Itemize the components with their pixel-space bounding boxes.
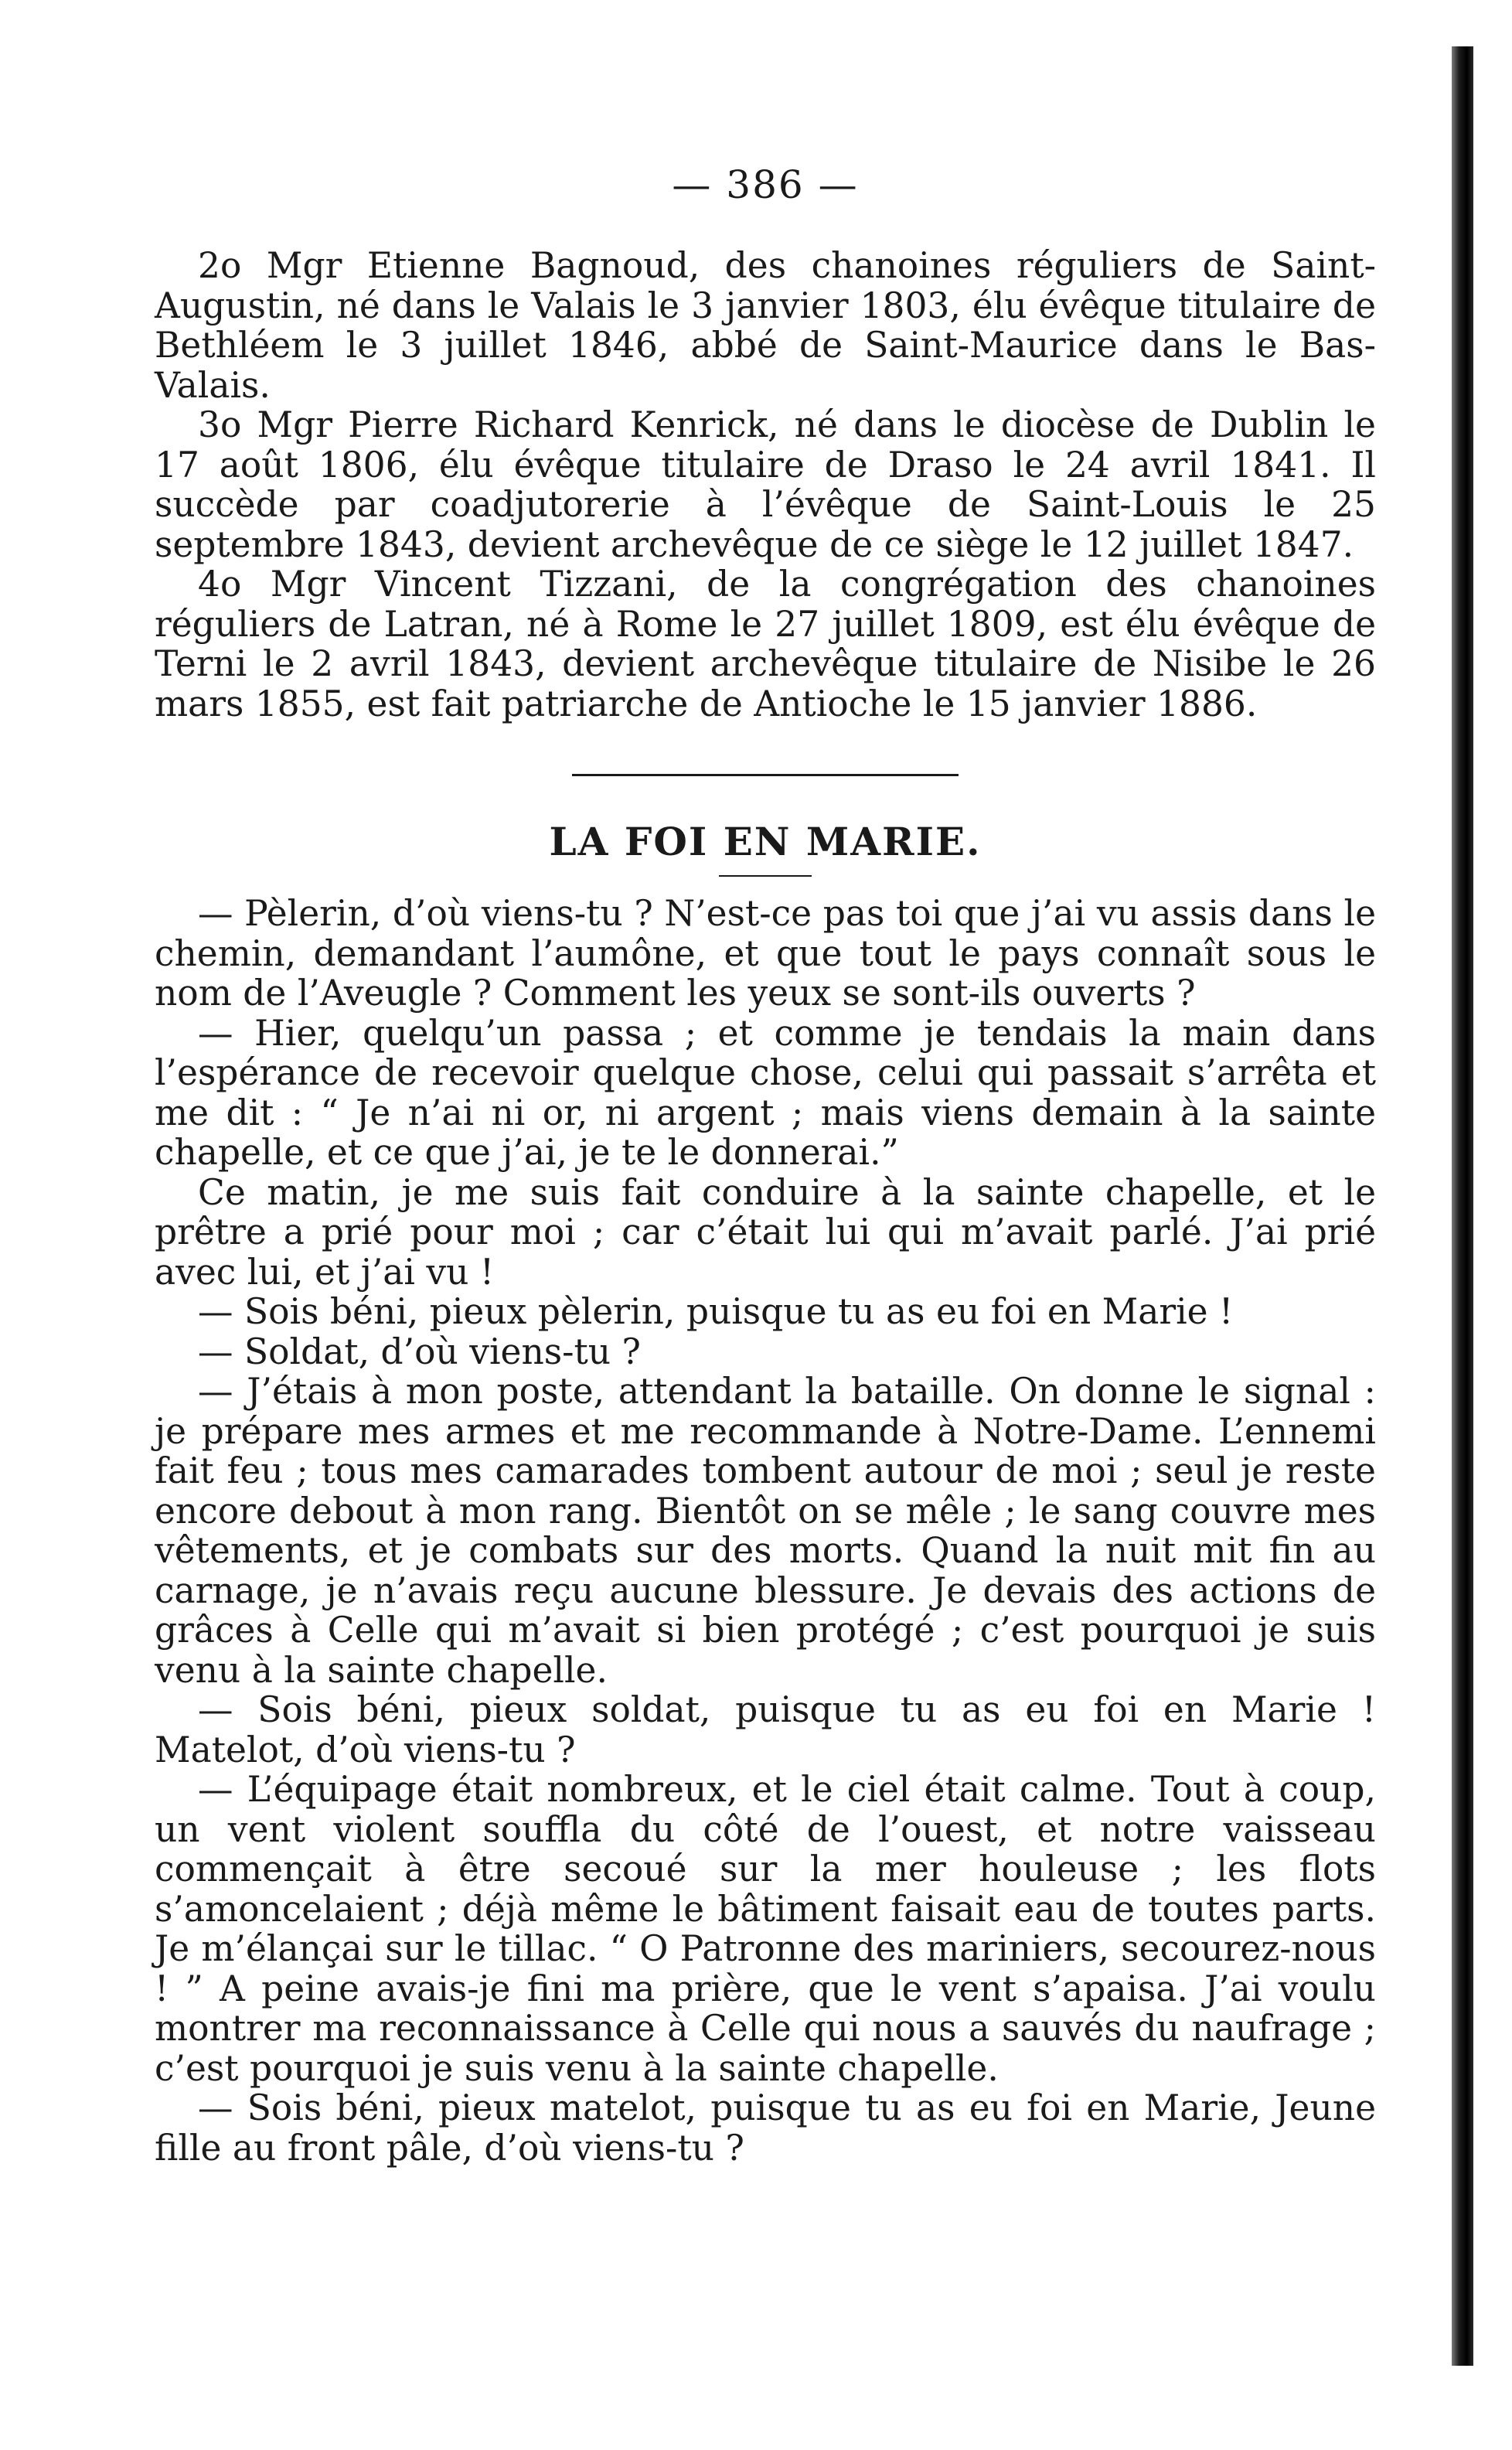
article-paragraph: — Sois béni, pieux pèlerin, puisque tu as eu foi en Marie ! bbox=[198, 1291, 1234, 1332]
book-page bbox=[155, 162, 1376, 2168]
article-title: LA FOI EN MARIE. bbox=[549, 819, 982, 864]
article-paragraph: — L’équipage était nombreux, et le ciel était calme. Tout à coup, un vent violent souffla du côté de l’ouest, et notre vaisseau commençait à être secoué sur la mer houleuse ; les flots s’amoncelaient ; déjà même le bâtiment faisait eau de toutes parts. Je m’élançai sur le tillac. “ O Patronne des mariniers, secourez-nous ! ” A peine avais-je fini ma prière, que le vent s’apaisa. J’ai voulu montrer ma reconnaissance à Celle qui nous a sauvés du naufrage ; c’est pourquoi je suis venu à la sainte chapelle. bbox=[155, 1769, 1376, 2089]
bishop-entry: 3o Mgr Pierre Richard Kenrick, né dans le diocèse de Dublin le 17 août 1806, élu évêque titulaire de Draso le 24 avril 1841. Il succède par coadjutorerie à l’évêque de Saint-Louis le 25 septembre 1843, devient archevêque de ce siège le 12 juillet 1847. bbox=[155, 404, 1376, 565]
article-paragraph: — Soldat, d’où viens-tu ? bbox=[198, 1331, 641, 1372]
article-paragraph: — Hier, quelqu’un passa ; et comme je tendais la main dans l’espérance de recevoir quelque chose, celui qui passait s’arrêta et me dit : “ Je n’ai ni or, ni argent ; mais viens demain à la sainte chapelle, et ce que j’ai, je te le donnerai.” bbox=[155, 1012, 1376, 1173]
bishop-entry: 2o Mgr Etienne Bagnoud, des chanoines réguliers de Saint-Augustin, né dans le Valais le 3 janvier 1803, élu évêque titulaire de Bethléem le 3 juillet 1846, abbé de Saint-Maurice dans le Bas-Valais. bbox=[155, 245, 1376, 406]
article-paragraph: — J’étais à mon poste, attendant la bataille. On donne le signal : je prépare mes armes et me recommande à Notre-Dame. L’ennemi fait feu ; tous mes camarades tombent autour de moi ; seul je reste encore debout à mon rang. Bientôt on se mêle ; le sang couvre mes vêtements, et je combats sur des morts. Quand la nuit mit fin au carnage, je n’avais reçu aucune blessure. Je devais des actions de grâces à Celle qui m’avait si bien protégé ; c’est pourquoi je suis venu à la sainte chapelle. bbox=[155, 1371, 1376, 1691]
article-paragraph: — Pèlerin, d’où viens-tu ? N’est-ce pas toi que j’ai vu assis dans le chemin, demandant l’aumône, et que tout le pays connaît sous le nom de l’Aveugle ? Comment les yeux se sont-ils ouverts ? bbox=[155, 893, 1376, 1014]
section-divider bbox=[572, 774, 959, 776]
article-paragraph: — Sois béni, pieux soldat, puisque tu as eu foi en Marie ! Matelot, d’où viens-tu ? bbox=[155, 1689, 1376, 1770]
article-paragraph: Ce matin, je me suis fait conduire à la sainte chapelle, et le prêtre a prié pour moi ; car c’était lui qui m’avait parlé. J’ai prié avec lui, et j’ai vu ! bbox=[155, 1171, 1376, 1293]
page-edge-shadow bbox=[1452, 46, 1473, 2366]
bishop-entry: 4o Mgr Vincent Tizzani, de la congrégation des chanoines réguliers de Latran, né à Rome le 27 juillet 1809, est élu évêque de Terni le 2 avril 1843, devient archevêque titulaire de Nisibe le 26 mars 1855, est fait patriarche de Antioche le 15 janvier 1886. bbox=[155, 564, 1376, 724]
page-number: — 386 — bbox=[672, 162, 859, 207]
title-underline bbox=[719, 875, 812, 877]
article-paragraph: — Sois béni, pieux matelot, puisque tu as eu foi en Marie, Jeune fille au front pâle, d’où viens-tu ? bbox=[155, 2087, 1376, 2169]
